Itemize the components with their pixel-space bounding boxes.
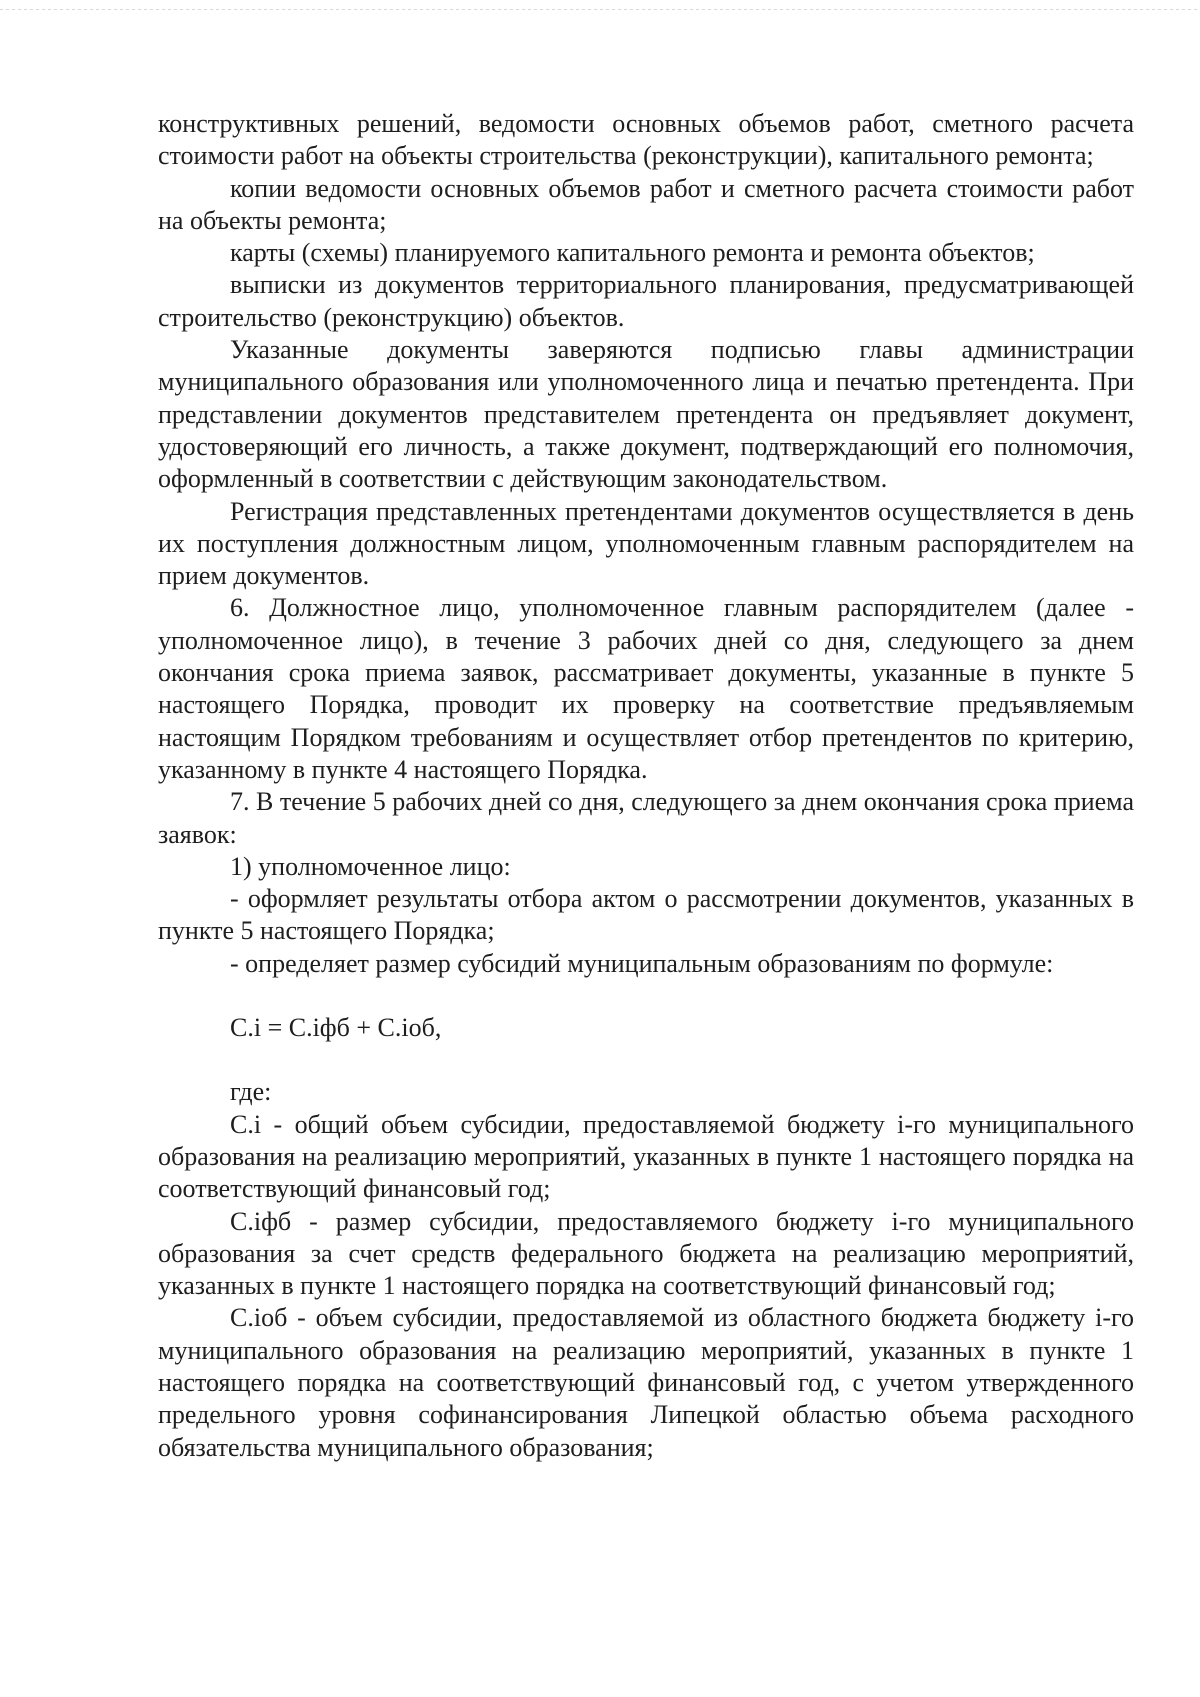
paragraph-registration: Регистрация представленных претендентами документов осуществляется в день их поступления должностным лицом, уполномоченным главным распорядителем на прием документов.: [158, 496, 1134, 591]
where-label: где:: [230, 1077, 272, 1107]
paragraph-continuation: конструктивных решений, ведомости основных объемов работ, сметного расчета стоимости работ на объекты строительства (реконструкции), капитального ремонта;: [158, 109, 1134, 171]
scan-edge-line: [0, 9, 1200, 10]
document-page: [158, 108, 1134, 1464]
definition-c-i: С.i - общий объем субсидии, предоставляемой бюджету i-го муниципального образования на реализацию мероприятий, указанных в пункте 1 настоящего порядка на соответствующий финансовый год;: [158, 1109, 1134, 1204]
paragraph-item-7: 7. В течение 5 рабочих дней со дня, следующего за днем окончания срока приема заявок:: [158, 787, 1134, 849]
paragraph-certification: Указанные документы заверяются подписью главы администрации муниципального образования или уполномоченного лица и печатью претендента. При представлении документов представителем претендента он предъявляет документ, удостоверяющий его личность, а также документ, подтверждающий его полномочия, оформленный в соответствии с действующим законодательством.: [158, 335, 1134, 494]
paragraph-subitem-1: 1) уполномоченное лицо:: [230, 851, 511, 881]
paragraph-extracts: выписки из документов территориального планирования, предусматривающей строительство (реконструкцию) объектов.: [158, 270, 1134, 332]
paragraph-maps: карты (схемы) планируемого капитального ремонта и ремонта объектов;: [230, 238, 1035, 268]
definition-c-iob: С.iоб - объем субсидии, предоставляемой из областного бюджета бюджету i-го муниципального образования на реализацию мероприятий, указанных в пункте 1 настоящего порядка на соответствующий финансовый год, с учетом утвержденного предельного уровня софинансирования Липецкой областью объема расходного обязательства муниципального образования;: [158, 1303, 1134, 1462]
paragraph-dash-formula-intro: - определяет размер субсидий муниципальным образованиям по формуле:: [230, 948, 1054, 978]
subsidy-formula: С.i = С.iфб + С.iоб,: [230, 1013, 442, 1043]
paragraph-dash-results: - оформляет результаты отбора актом о рассмотрении документов, указанных в пункте 5 настоящего Порядка;: [158, 884, 1134, 946]
definition-c-ifb: С.iфб - размер субсидии, предоставляемого бюджету i-го муниципального образования за счет средств федерального бюджета на реализацию мероприятий, указанных в пункте 1 настоящего порядка на соответствующий финансовый год;: [158, 1206, 1134, 1301]
paragraph-copies: копии ведомости основных объемов работ и сметного расчета стоимости работ на объекты ремонта;: [158, 173, 1134, 235]
paragraph-item-6: 6. Должностное лицо, уполномоченное главным распорядителем (далее - уполномоченное лицо), в течение 3 рабочих дней со дня, следующего за днем окончания срока приема заявок, рассматривает документы, указанные в пункте 5 настоящего Порядка, проводит их проверку на соответствие предъявляемым настоящим Порядком требованиям и осуществляет отбор претендентов по критерию, указанному в пункте 4 настоящего Порядка.: [158, 593, 1134, 784]
